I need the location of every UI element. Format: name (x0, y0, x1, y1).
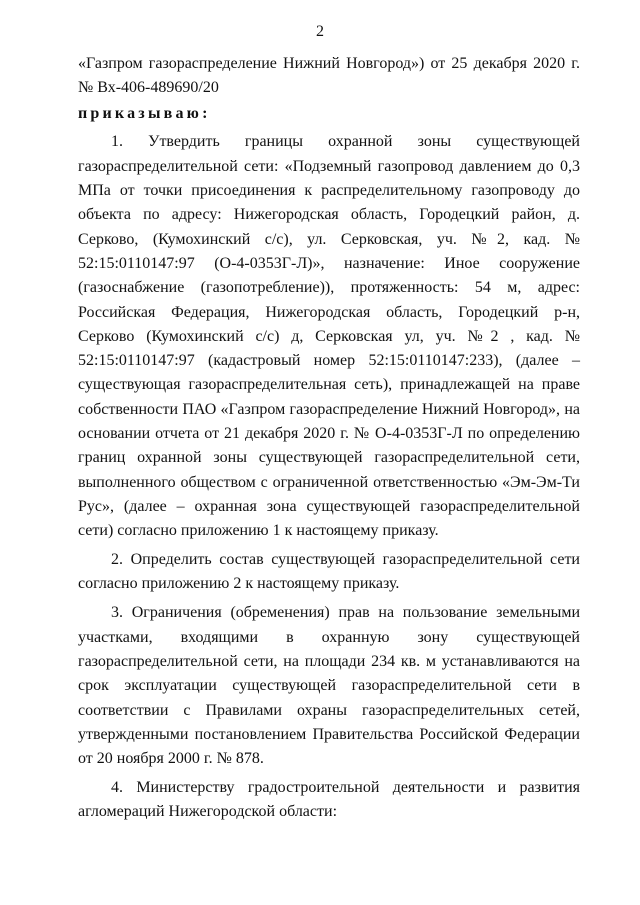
paragraph-4: 4. Министерству градостроительной деятельности и развития агломераций Нижегородской области: (78, 778, 580, 821)
document-body (78, 52, 580, 825)
paragraph-2: 2. Определить состав существующей газораспределительной сети согласно приложению 2 к настоящему приказу. (78, 551, 580, 593)
page-number: 2 (316, 23, 324, 40)
intro-line-2: № Вх-406-489690/20 (78, 79, 219, 97)
paragraph-1 (78, 130, 580, 543)
order-heading: приказываю: (78, 104, 211, 122)
paragraph-3: 3. Ограничения (обременения) прав на пользование земельными участками, входящими в охранную зону существующей газораспределительной сети, на площади 234 кв. м устанавливаются на срок эксплуатации существующей газораспределительной сети в соответствии с Правилами охраны газораспределительных сетей, утвержденными постановлением Правительства Российской Федерации от 20 ноября 2000 г. № 878. (78, 604, 580, 768)
paragraph-1-lead: 1. Утвердить границы охранной зоны существующей (111, 133, 580, 151)
paragraph-1-text: газораспределительной сети: «Подземный газопровод давлением до 0,3 МПа от точки присоединения к распределительному газопроводу до объекта по адресу: Нижегородская область, Городецкий район, д. Серково, (Кумохинский с/с), ул. Серковская, уч. №2, кад. № 52:15:0110147:97 (О-4-0353Г-Л)», назначение: Иное сооружение (газоснабжение (газопотребление)), протяженность: 54 м, адрес: Российская Федерация, Нижегородская область, Городецкий р-н, Серково (Кумохинский с/с) д, Серковская ул, уч. №2 , кад. № 52:15:0110147:97 (кадастровый номер 52:15:0110147:233), (далее – существующая газораспределительная сеть), принадлежащей на праве собственности ПАО «Газпром газораспределение Нижний Новгород», на основании отчета от 21 декабря 2020 г. № О-4-0353Г-Л по определению границ охранной зоны существующей газораспределительной сети, выполненного обществом с ограниченной ответственностью «Эм-Эм-Ти Рус», (далее – охранная зона существующей газораспределительной сети) согласно приложению 1 к настоящему приказу. (78, 157, 580, 540)
intro-line-1: «Газпром газораспределение Нижний Новгород») от 25 декабря 2020 г. (78, 55, 580, 72)
